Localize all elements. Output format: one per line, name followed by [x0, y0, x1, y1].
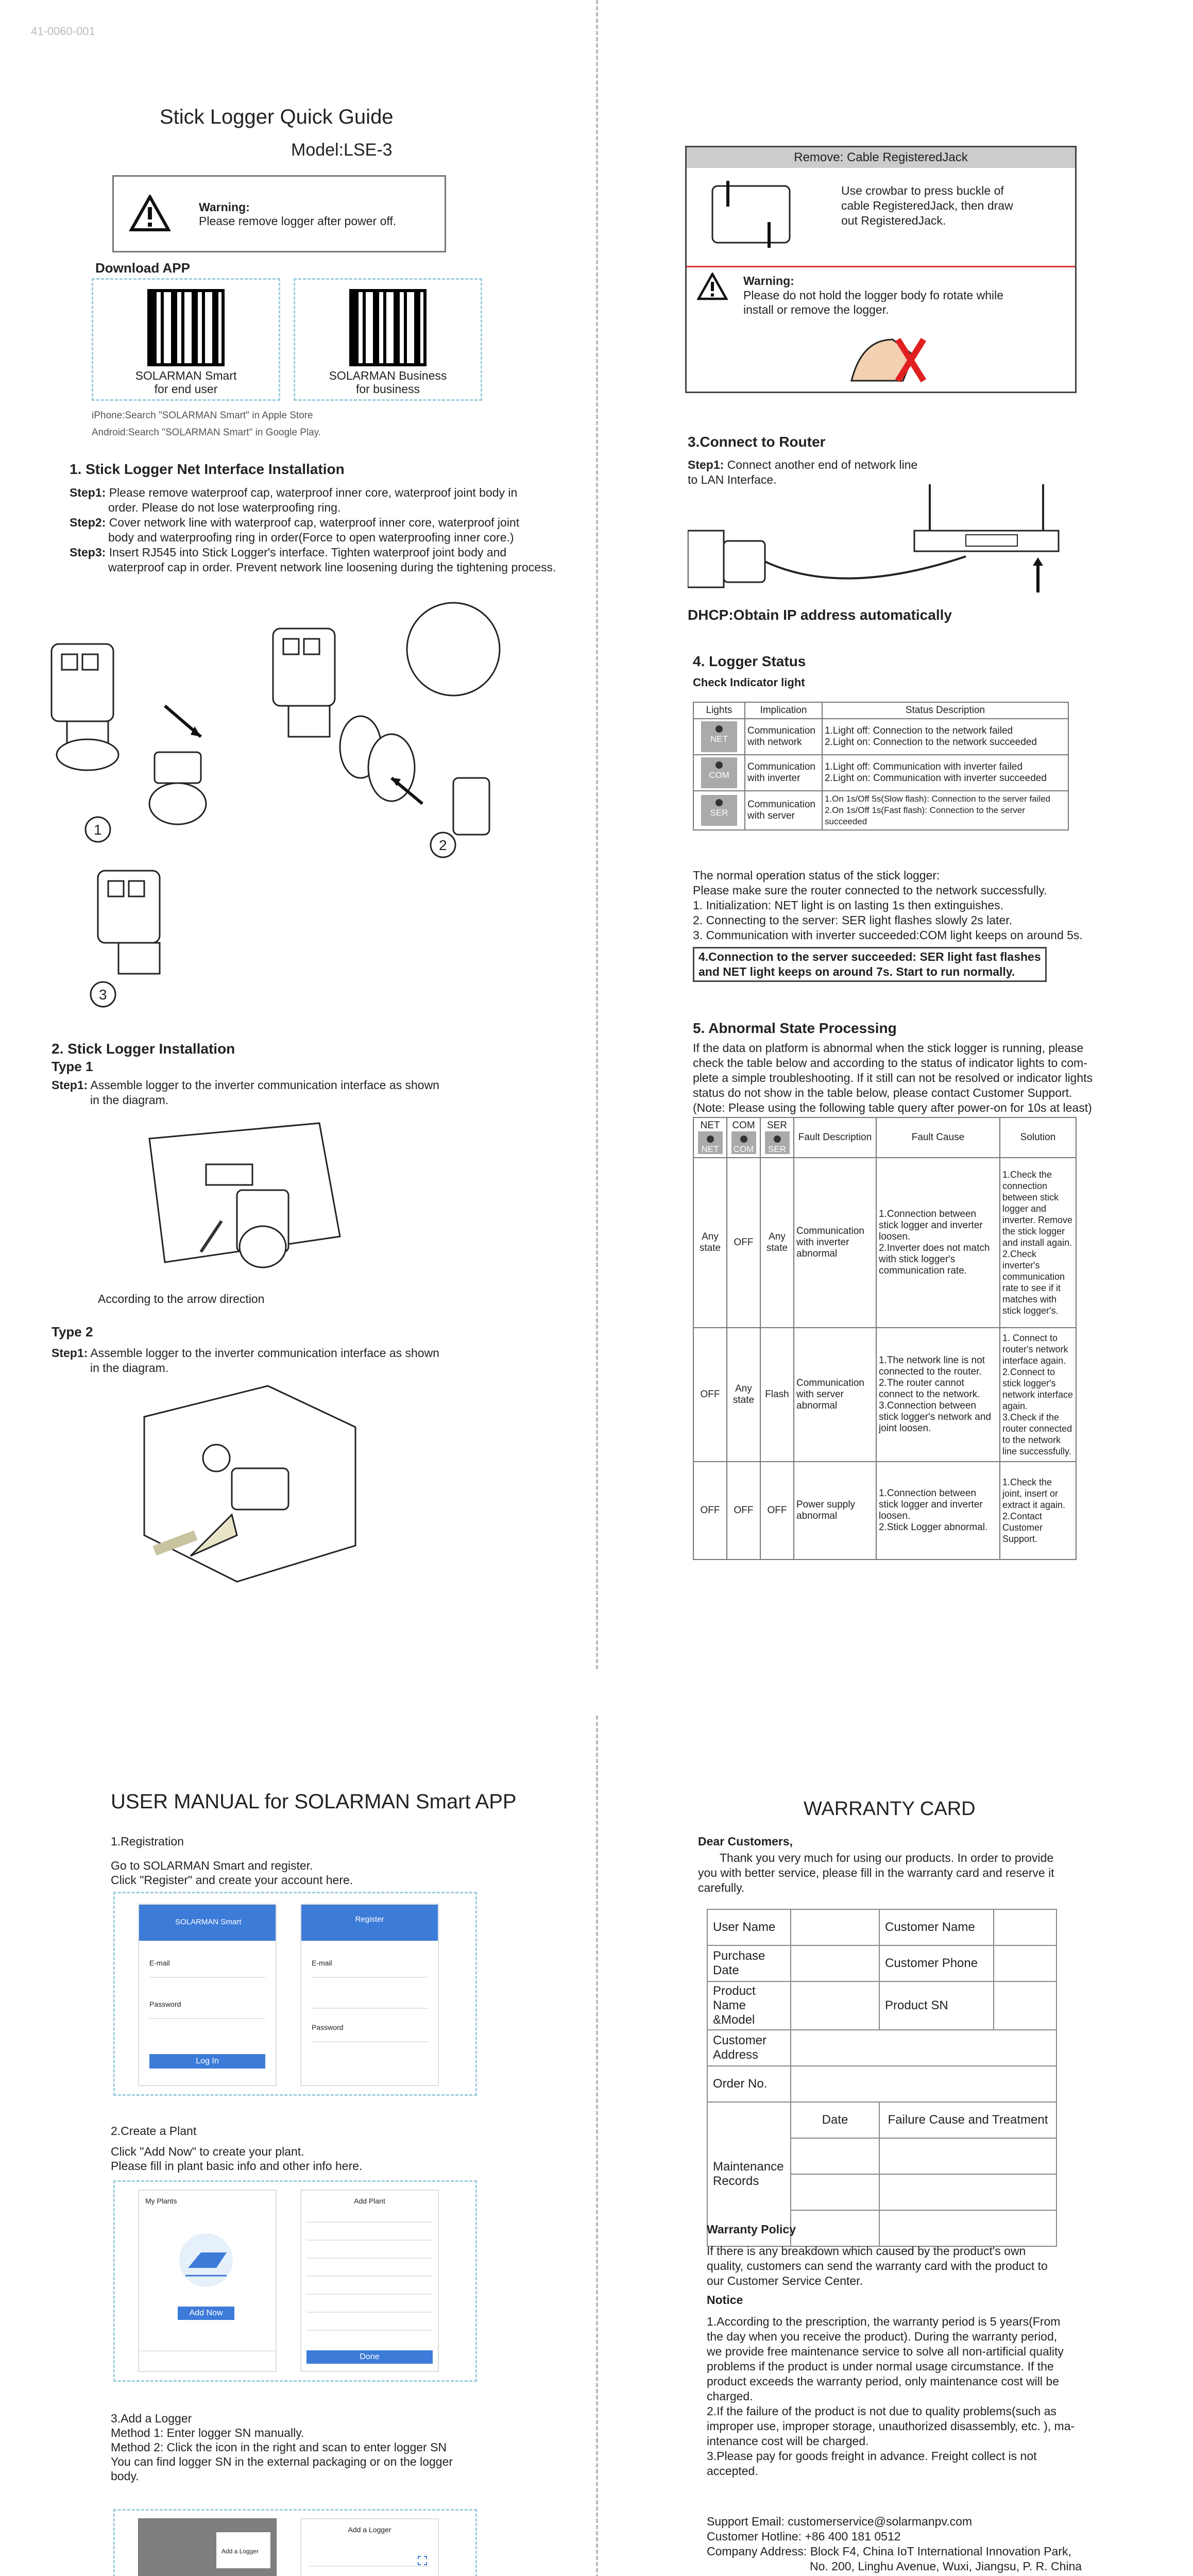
type1-label: Type 1 [52, 1059, 93, 1074]
cell-cause: 1.The network line is not connected to the router. 2.The router cannot connect to the network. 3.Connection between stick logger's network and joint loosen. [876, 1328, 1000, 1462]
normal-run-box [693, 947, 1047, 982]
remove-panel [685, 146, 1077, 393]
customer-name-label: Customer Name [879, 1909, 994, 1945]
notice-line: product exceeds the warranty period, only maintenance cost will be [707, 2375, 1059, 2388]
table-row [693, 755, 1068, 791]
notice-line: we provide free maintenance service to solve all non-artificial quality [707, 2345, 1064, 2358]
step2-text-b: body and waterproofing ring in order(Force to open waterproofing inner core.) [108, 531, 514, 544]
abnormal-intro-line: status do not show in the table below, please contact Customer Support. [693, 1086, 1072, 1099]
form-line [306, 2258, 433, 2259]
add-logger-screen [300, 2518, 439, 2576]
type1-step [52, 1078, 439, 1108]
net-led-icon: NET [701, 721, 737, 752]
warning-title: Warning: [199, 200, 250, 214]
add-logger-menu-item[interactable]: Add a Logger [221, 2548, 259, 2555]
my-plants-screen [138, 2190, 277, 2372]
logger-screens [113, 2509, 477, 2576]
type1-illustration [134, 1118, 371, 1283]
add-plant-screen [300, 2190, 439, 2372]
abnormal-intro-line: (Note: Please using the following table query after power-on for 10s at least) [693, 1101, 1092, 1114]
solar-panel-icon [170, 2232, 242, 2289]
support-address-2: No. 200, Linghu Avenue, Wuxi, Jiangsu, P. R. China [810, 2560, 1082, 2573]
table-row [693, 1328, 1076, 1462]
registration-line-2: Click "Register" and create your account here. [111, 1873, 353, 1887]
normal-line: The normal operation status of the stick logger: [693, 869, 940, 882]
step3-text-a: Insert RJ545 into Stick Logger's interface. Tighten waterproof joint body and [109, 546, 507, 559]
step3-label: Step3: [70, 546, 106, 559]
customer-address-label: Customer Address [707, 2030, 791, 2066]
table-row [693, 791, 1068, 830]
cell-ser: Any state [760, 1158, 794, 1328]
status-desc-2: 2.Light on: Connection to the network succeeded [825, 737, 1037, 748]
register-email-label: E-mail [312, 1959, 332, 1967]
add-logger-title: Add a Logger [348, 2526, 391, 2534]
download-note-iphone: iPhone:Search "SOLARMAN Smart" in Apple Store [92, 410, 313, 421]
notice-line: 1.According to the prescription, the warranty period is 5 years(From [707, 2315, 1061, 2328]
date-header: Date [791, 2102, 879, 2138]
warranty-intro [698, 1851, 1089, 1895]
diagram-number-1: 1 [94, 822, 102, 838]
notice-line: the day when you receive the product). During the warranty period, [707, 2330, 1058, 2343]
remove-warning-text-1: Please do not hold the logger body fo rotate while [743, 289, 1004, 302]
register-password-field[interactable] [312, 2041, 428, 2042]
type1-step-a: Assemble logger to the inverter communication interface as shown [90, 1078, 439, 1092]
notice-title: Notice [707, 2293, 743, 2307]
normal-line: 1. Initialization: NET light is on lasting 1s then extinguishes. [693, 899, 1004, 912]
remove-warning-text-2: install or remove the logger. [743, 303, 889, 316]
type2-step-a: Assemble logger to the inverter communication interface as shown [90, 1346, 439, 1360]
remove-text-1: Use crowbar to press buckle of [841, 184, 1004, 197]
table-row [693, 1158, 1076, 1328]
type2-label: Type 2 [52, 1324, 93, 1340]
diagram-number-2: 2 [439, 837, 447, 853]
cell-solution: 1.Check the joint, insert or extract it again. 2.Contact Customer Support. [1000, 1462, 1076, 1560]
warning-icon [129, 195, 171, 232]
fault-header: Failure Cause and Treatment [879, 2102, 1056, 2138]
my-plants-title: My Plants [145, 2197, 177, 2205]
notice-line: 3.Please pay for goods freight in advance. Freight collect is not [707, 2449, 1037, 2463]
product-sn-label: Product SN [879, 1981, 994, 2030]
notice-line: charged. [707, 2389, 753, 2403]
type2-step-b: in the diagram. [90, 1361, 169, 1375]
policy-line: our Customer Service Center. [707, 2274, 863, 2287]
cell-cause: 1.Connection between stick logger and inverter loosen. 2.Inverter does not match with stick logger's communication rate. [876, 1158, 1000, 1328]
remove-title: Remove: Cable RegisteredJack [687, 147, 1075, 168]
support-info [707, 2514, 1082, 2574]
plant-dashboard-screen [138, 2518, 277, 2576]
status-desc-2: 2.On 1s/Off 1s(Fast flash): Connection to the server succeeded [825, 805, 1025, 826]
qr-code-icon [147, 289, 225, 366]
customer-address-field[interactable] [791, 2030, 1056, 2066]
status-impl: Communication with server [745, 791, 822, 830]
ser-led-icon: SER [701, 795, 737, 826]
email-label: E-mail [149, 1959, 170, 1967]
notice-line: problems if the product is under normal usage circumstance. If the [707, 2360, 1054, 2373]
step1-text-b: order. Please do not lose waterproofing ring. [108, 501, 341, 514]
hdr-solution: Solution [1000, 1117, 1076, 1158]
product-sn-field[interactable] [994, 1981, 1056, 2030]
qr-code-icon [349, 289, 427, 366]
plant-heading: 2.Create a Plant [111, 2124, 197, 2138]
status-col-lights: Lights [693, 702, 745, 719]
abnormal-intro-line: check the table below and according to the status of indicator lights to com- [693, 1056, 1087, 1070]
qr-box-business [294, 278, 482, 401]
section1-heading: 1. Stick Logger Net Interface Installation [70, 461, 345, 477]
page-title: Stick Logger Quick Guide [160, 106, 394, 128]
status-desc-1: 1.Light off: Communication with inverter failed [825, 761, 1023, 772]
cell-solution: 1. Connect to router's network interface again. 2.Connect to stick logger's network interface again. 3.Check if the router connected to the network line successfully. [1000, 1328, 1076, 1462]
section3-heading: 3.Connect to Router [688, 434, 826, 450]
cell-ser: Flash [760, 1328, 794, 1462]
user-name-field[interactable] [791, 1909, 879, 1945]
app1-line2: for end user [154, 382, 218, 396]
page-divider-bottom [596, 1716, 598, 2576]
warranty-form [707, 1909, 1057, 2247]
normal-line: 2. Connecting to the server: SER light flashes slowly 2s later. [693, 913, 1013, 927]
app1-line1: SOLARMAN Smart [135, 369, 237, 382]
indicator-subheading: Check Indicator light [693, 676, 805, 689]
remove-text-2: cable RegisteredJack, then draw [841, 199, 1013, 212]
type1-step-label: Step1: [52, 1078, 88, 1092]
arrow-caption: According to the arrow direction [98, 1292, 265, 1306]
abnormal-intro-line: plete a simple troubleshooting. If it still can not be resolved or indicator lights [693, 1071, 1093, 1084]
dhcp-note: DHCP:Obtain IP address automatically [688, 607, 952, 623]
password-label: Password [149, 2000, 181, 2008]
warranty-dear: Dear Customers, [698, 1835, 793, 1848]
policy-title: Warranty Policy [707, 2223, 796, 2236]
maintenance-date-field[interactable] [791, 2174, 879, 2210]
notice-line: intenance cost will be charged. [707, 2434, 869, 2448]
status-desc-1: 1.Light off: Connection to the network failed [825, 725, 1013, 736]
maintenance-date-field[interactable] [791, 2138, 879, 2174]
email-field[interactable] [149, 1977, 265, 1978]
status-col-implication: Implication [745, 702, 822, 719]
form-line [306, 2222, 433, 2223]
step2-label: Step2: [70, 516, 106, 529]
table-row [693, 719, 1068, 755]
status-impl: Communication with network [745, 719, 822, 755]
notice-line: 2.If the failure of the product is not due to quality problems(such as [707, 2404, 1056, 2418]
hdr-com: COM [732, 1120, 755, 1131]
type2-step [52, 1346, 439, 1376]
doc-code: 41-0060-001 [31, 25, 95, 38]
done-button[interactable]: Done [306, 2350, 433, 2364]
maintenance-label: Maintenance Records [707, 2102, 791, 2246]
register-screen [300, 1904, 439, 2086]
cell-net: OFF [693, 1462, 727, 1560]
support-hotline: Customer Hotline: +86 400 181 0512 [707, 2530, 901, 2543]
register-title: Register [355, 1915, 384, 1924]
order-no-field[interactable] [791, 2066, 1056, 2102]
qr-box-smart [92, 278, 280, 401]
register-password-label: Password [312, 2023, 344, 2031]
com-led-icon: COM [701, 757, 737, 788]
login-button[interactable]: Log In [149, 2054, 265, 2069]
maintenance-fault-field[interactable] [879, 2210, 1056, 2246]
model-label: Model:LSE-3 [291, 140, 393, 160]
status-desc-2: 2.Light on: Communication with inverter succeeded [825, 773, 1047, 784]
cell-com: OFF [727, 1462, 760, 1560]
remove-warning-box [687, 266, 1075, 393]
status-table [693, 702, 1069, 831]
logger-line-3: You can find logger SN in the external packaging or on the logger [111, 2455, 453, 2468]
normal-line: 3. Communication with inverter succeeded:COM light keeps on around 5s. [693, 928, 1083, 942]
normal-run-line-1: 4.Connection to the server succeeded: SER light fast flashes [698, 950, 1041, 963]
manual-title: USER MANUAL for SOLARMAN Smart APP [111, 1790, 517, 1813]
purchase-date-label: Purchase Date [707, 1945, 791, 1981]
hdr-fault-desc: Fault Description [794, 1117, 876, 1158]
scan-icon[interactable] [417, 2555, 428, 2566]
diagram-number-3: 3 [99, 987, 107, 1003]
registration-heading: 1.Registration [111, 1835, 184, 1848]
status-impl: Communication with inverter [745, 755, 822, 791]
step2-text-a: Cover network line with waterproof cap, waterproof inner core, waterproof joint [109, 516, 520, 529]
type1-step-b: in the diagram. [90, 1093, 169, 1107]
hdr-ser: SER [766, 1120, 788, 1131]
hdr-fault-cause: Fault Cause [876, 1117, 1000, 1158]
type2-illustration [134, 1381, 371, 1587]
plant-line-1: Click "Add Now" to create your plant. [111, 2145, 304, 2158]
plant-line-2: Please fill in plant basic info and other info here. [111, 2159, 363, 2173]
cell-desc: Communication with server abnormal [794, 1328, 876, 1462]
support-address-1: Company Address: Block F4, China IoT International Innovation Park, [707, 2545, 1071, 2558]
install-diagram-steps [31, 582, 587, 1015]
password-field[interactable] [149, 2018, 265, 2019]
registration-line-1: Go to SOLARMAN Smart and register. [111, 1859, 313, 1872]
form-line [306, 2312, 433, 2313]
maintenance-fault-field[interactable] [879, 2138, 1056, 2174]
app-name: SOLARMAN Smart [175, 1918, 242, 1926]
warranty-intro-line: you with better service, please fill in the warranty card and reserve it [698, 1866, 1054, 1879]
logger-line-1: Method 1: Enter logger SN manually. [111, 2426, 304, 2439]
register-code-field[interactable] [312, 2008, 428, 2009]
cell-cause: 1.Connection between stick logger and inverter loosen. 2.Stick Logger abnormal. [876, 1462, 1000, 1560]
warning-box [112, 175, 446, 252]
router-diagram [688, 474, 1089, 603]
maintenance-fault-field[interactable] [879, 2174, 1056, 2210]
form-line [306, 2276, 433, 2277]
logger-sn-input[interactable] [309, 2566, 430, 2567]
login-screen [138, 1904, 277, 2086]
remove-text-3: out RegisteredJack. [841, 214, 946, 227]
step1-text-a: Please remove waterproof cap, waterproof inner core, waterproof joint body in [109, 486, 518, 499]
form-line [306, 2330, 433, 2331]
hdr-net: NET [700, 1120, 720, 1131]
no-rotate-icon [841, 319, 934, 388]
cell-net: OFF [693, 1328, 727, 1462]
remove-text [841, 183, 1013, 228]
plant-screens [113, 2180, 477, 2382]
section2-heading: 2. Stick Logger Installation [52, 1041, 235, 1057]
warranty-intro-line: Thank you very much for using our products. In order to provide [720, 1851, 1054, 1865]
customer-name-field[interactable] [994, 1909, 1056, 1945]
section5-heading: 5. Abnormal State Processing [693, 1020, 897, 1036]
cell-desc: Communication with inverter abnormal [794, 1158, 876, 1328]
cell-com: Any state [727, 1328, 760, 1462]
register-email-field[interactable] [312, 1977, 428, 1978]
policy-line: If there is any breakdown which caused by the product's own [707, 2244, 1026, 2258]
customer-phone-field[interactable] [994, 1945, 1056, 1981]
purchase-date-field[interactable] [791, 1945, 879, 1981]
section1-steps [70, 485, 590, 575]
notice-line: accepted. [707, 2464, 758, 2478]
com-led-icon: COM [731, 1131, 756, 1154]
warning-text: Please remove logger after power off. [199, 214, 397, 228]
ser-led-icon: SER [765, 1131, 790, 1154]
download-note-android: Android:Search "SOLARMAN Smart" in Google Play. [92, 427, 321, 438]
logger-heading: 3.Add a Logger [111, 2412, 192, 2425]
notice-line: improper use, improper storage, unauthorized disassembly, etc. ), ma- [707, 2419, 1075, 2433]
section3-step-b: to LAN Interface. [688, 473, 777, 486]
product-name-label: Product Name &Model [707, 1981, 791, 2030]
add-plant-title: Add Plant [354, 2197, 385, 2205]
normal-line: Please make sure the router connected to the network successfully. [693, 884, 1047, 897]
maintenance-date-field[interactable] [791, 2210, 879, 2246]
notice-text [707, 2314, 1075, 2479]
app2-line2: for business [355, 382, 420, 396]
abnormal-intro [693, 1041, 1093, 1115]
cell-com: OFF [727, 1158, 760, 1328]
product-name-field[interactable] [791, 1981, 879, 2030]
bottom-nav [139, 2350, 276, 2351]
warranty-title: WARRANTY CARD [804, 1798, 976, 1820]
app2-line1: SOLARMAN Business [329, 369, 447, 382]
logger-line-2: Method 2: Click the icon in the right and scan to enter logger SN [111, 2441, 447, 2454]
customer-phone-label: Customer Phone [879, 1945, 994, 1981]
section4-heading: 4. Logger Status [693, 653, 806, 669]
cell-net: Any state [693, 1158, 727, 1328]
abnormal-table [693, 1117, 1077, 1560]
section3-step-label: Step1: [688, 458, 724, 471]
user-name-label: User Name [707, 1909, 791, 1945]
form-line [306, 2240, 433, 2241]
order-no-label: Order No. [707, 2066, 791, 2102]
net-led-icon: NET [698, 1131, 723, 1154]
abnormal-intro-line: If the data on platform is abnormal when the stick logger is running, please [693, 1041, 1084, 1055]
step3-text-b: waterproof cap in order. Prevent network line loosening during the tightening process. [108, 561, 556, 574]
status-col-description: Status Description [822, 702, 1068, 719]
normal-operation-text [693, 868, 1083, 943]
cell-desc: Power supply abnormal [794, 1462, 876, 1560]
normal-run-line-2: and NET light keeps on around 7s. Start to run normally. [698, 965, 1015, 978]
status-desc-1: 1.On 1s/Off 5s(Slow flash): Connection to the server failed [825, 794, 1051, 804]
type2-step-label: Step1: [52, 1346, 88, 1360]
warning-icon [697, 273, 728, 300]
policy-text [707, 2244, 1048, 2289]
cell-ser: OFF [760, 1462, 794, 1560]
page-divider-top [596, 0, 598, 1669]
form-line [306, 2294, 433, 2295]
download-heading: Download APP [95, 260, 190, 276]
remove-illustration [697, 176, 810, 253]
warranty-intro-line: carefully. [698, 1881, 745, 1894]
support-email: Support Email: customerservice@solarmanpv.com [707, 2515, 973, 2528]
policy-line: quality, customers can send the warranty card with the product to [707, 2259, 1048, 2273]
step1-label: Step1: [70, 486, 106, 499]
add-now-button[interactable]: Add Now [178, 2307, 234, 2320]
remove-warning-title: Warning: [743, 274, 794, 287]
table-row [693, 1462, 1076, 1560]
section3-step-a: Connect another end of network line [727, 458, 918, 471]
registration-screens [113, 1892, 477, 2096]
cell-solution: 1.Check the connection between stick logger and inverter. Remove the stick logger and install again. 2.Check inverter's communication rate to see if it matches with stick logger's. [1000, 1158, 1076, 1328]
logger-line-4: body. [111, 2469, 139, 2483]
